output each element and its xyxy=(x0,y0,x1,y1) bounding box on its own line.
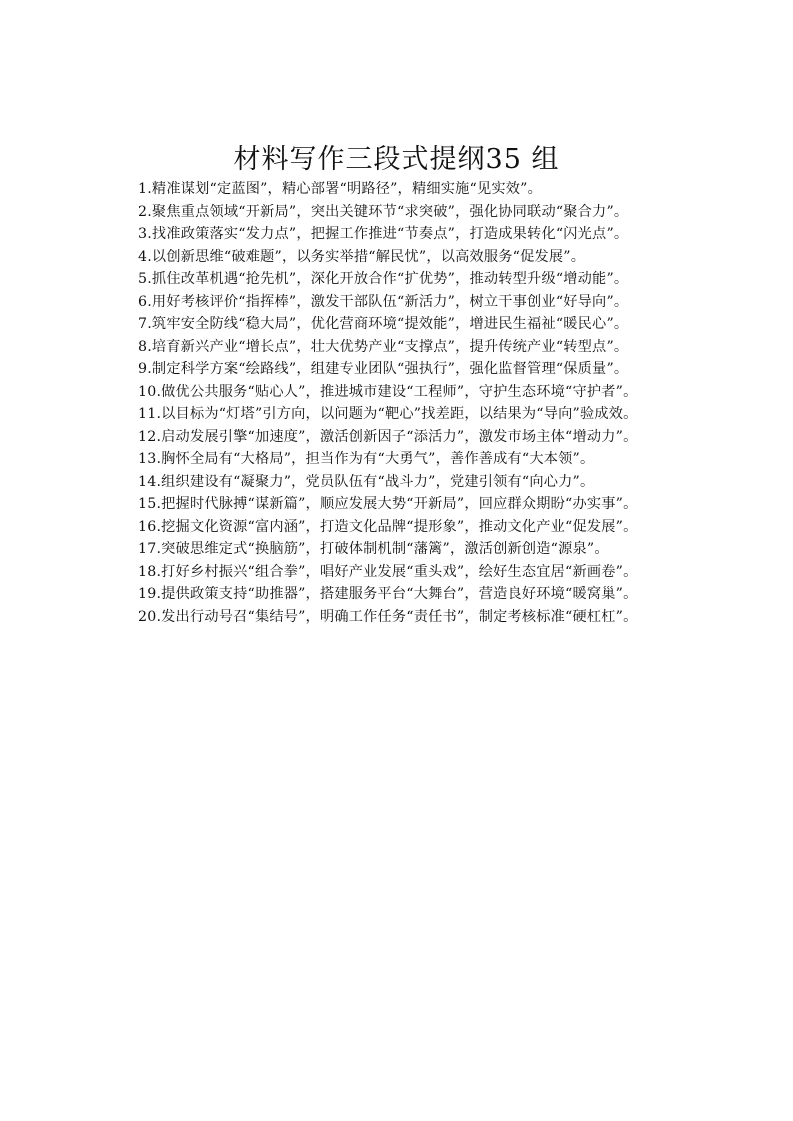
outline-item-1: 1.精准谋划“定蓝图”，精心部署“明路径”，精细实施“见实效”。 xyxy=(138,181,542,197)
outline-item-2: 2.聚焦重点领域“开新局”，突出关键环节“求突破”，强化协同联动“聚合力”。 xyxy=(138,203,629,220)
outline-list xyxy=(109,178,694,628)
outline-item-9: 9.制定科学方案“绘路线”，组建专业团队“强执行”，强化监督管理“保质量”。 xyxy=(138,361,629,377)
outline-item-17: 17.突破思维定式“换脑筋”，打破体制机制“藩篱”，激活创新创造“源泉”。 xyxy=(138,541,609,557)
outline-item-15: 15.把握时代脉搏“谋新篇”，顺应发展大势“开新局”，回应群众期盼“办实事”。 xyxy=(138,496,638,512)
outline-item-13: 13.胸怀全局有“大格局”，担当作为有“大勇气”，善作善成有“大本领”。 xyxy=(138,451,595,467)
outline-item-3: 3.找准政策落实“发力点”，把握工作推进“节奏点”，打造成果转化“闪光点”。 xyxy=(138,226,629,242)
outline-item-6: 6.用好考核评价“指挥棒”，激发干部队伍“新活力”，树立干事创业“好导向”。 xyxy=(138,293,629,310)
outline-item-4: 4.以创新思维“破难题”，以务实举措“解民忧”，以高效服务“促发展”。 xyxy=(138,248,586,265)
outline-item-8: 8.培育新兴产业“增长点”，壮大优势产业“支撑点”，提升传统产业“转型点”。 xyxy=(138,338,629,355)
outline-item-19: 19.提供政策支持“助推器”，搭建服务平台“大舞台”，营造良好环境“暖窝巢”。 xyxy=(138,586,638,602)
outline-item-5: 5.抓住改革机遇“抢先机”，深化开放合作“扩优势”，推动转型升级“增动能”。 xyxy=(138,271,629,287)
outline-item-10: 10.做优公共服务“贴心人”，推进城市建设“工程师”，守护生态环境“守护者”。 xyxy=(138,383,638,400)
outline-item-7: 7.筑牢安全防线“稳大局”，优化营商环境“提效能”，增进民生福祉“暖民心”。 xyxy=(138,316,629,332)
outline-item-20: 20.发出行动号召“集结号”，明确工作任务“责任书”，制定考核标准“硬杠杠”。 xyxy=(138,608,638,625)
outline-item-12: 12.启动发展引擎“加速度”，激活创新因子“添活力”，激发市场主体“增动力”。 xyxy=(138,428,638,445)
page-title: 材料写作三段式提纲35 组 xyxy=(233,144,560,175)
outline-item-18: 18.打好乡村振兴“组合拳”，唱好产业发展“重头戏”，绘好生态宜居“新画卷”。 xyxy=(138,563,638,580)
outline-item-14: 14.组织建设有“凝聚力”，党员队伍有“战斗力”，党建引领有“向心力”。 xyxy=(138,473,595,490)
outline-item-11: 11.以目标为“灯塔”引方向，以问题为“靶心”找差距，以结果为“导向”验成效。 xyxy=(138,406,638,422)
outline-item-16: 16.挖掘文化资源“富内涵”，打造文化品牌“提形象”，推动文化产业“促发展”。 xyxy=(138,518,638,535)
